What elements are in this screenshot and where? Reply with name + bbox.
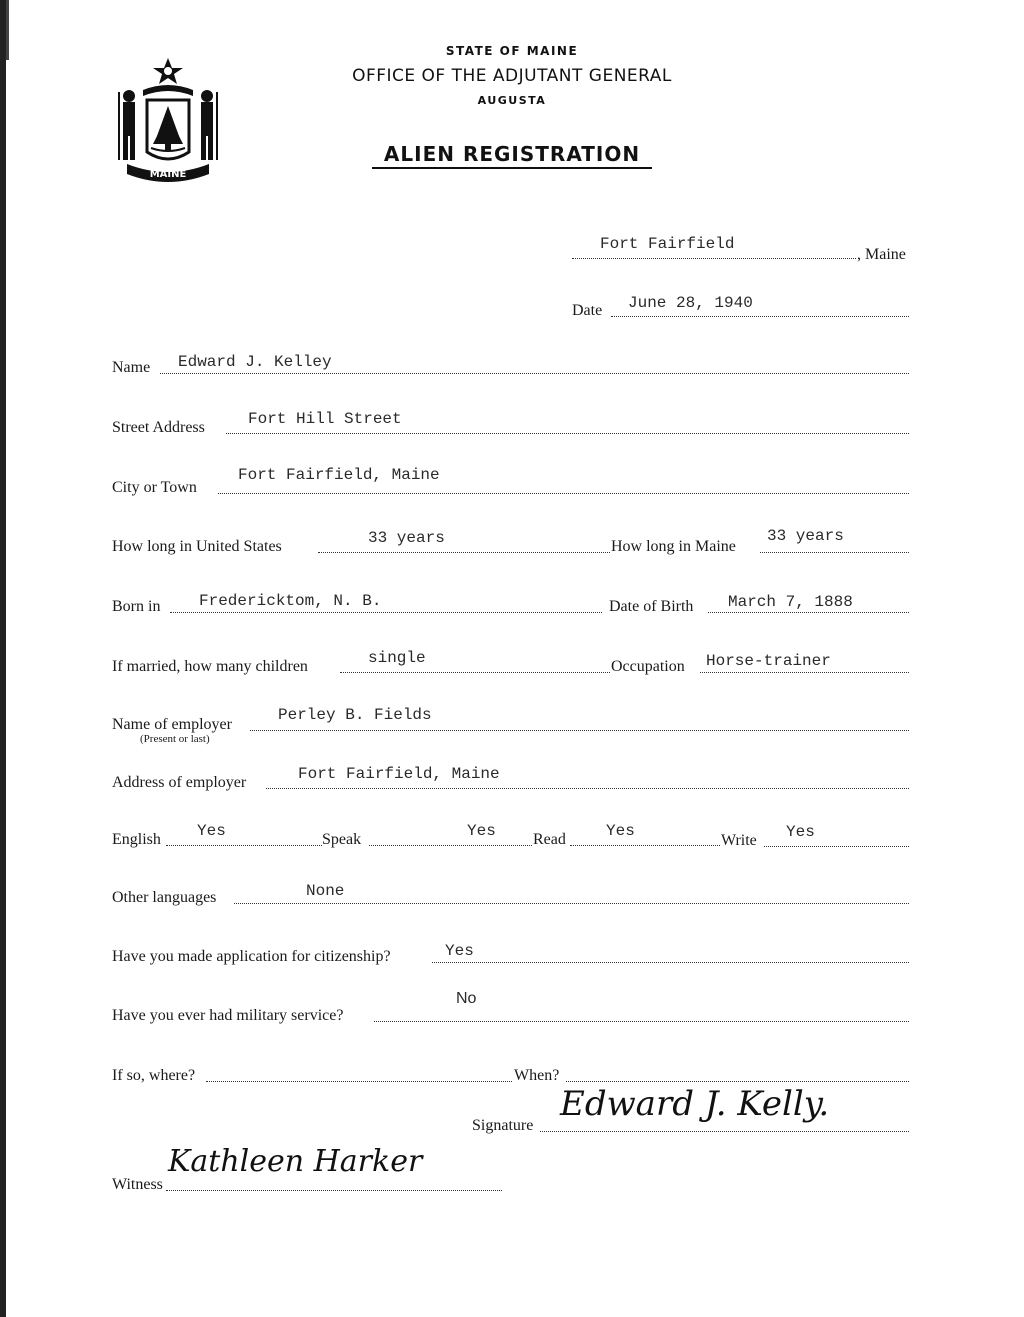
children-line: [340, 672, 610, 673]
speak-value: Yes: [467, 822, 496, 840]
date-value: June 28, 1940: [628, 294, 753, 312]
maine-value: 33 years: [767, 527, 844, 545]
city-label: City or Town: [112, 479, 197, 496]
name-label: Name: [112, 359, 151, 376]
children-value: single: [368, 649, 426, 667]
dob-line: [708, 612, 909, 613]
title-underline: [372, 167, 652, 169]
employer-label: Name of employer: [112, 716, 232, 733]
other-lang-line: [234, 903, 909, 904]
occupation-line: [700, 672, 909, 673]
born-line: [170, 612, 602, 613]
witness-label: Witness: [112, 1176, 163, 1193]
read-value: Yes: [606, 822, 635, 840]
when-line: [566, 1081, 909, 1082]
city-heading: AUGUSTA: [477, 94, 547, 107]
us-label: How long in United States: [112, 538, 282, 555]
where-line: [206, 1081, 512, 1082]
svg-text:MAINE: MAINE: [149, 169, 187, 180]
born-label: Born in: [112, 598, 161, 615]
name-line: [160, 373, 909, 374]
maine-line: [760, 552, 909, 553]
employer-line: [250, 730, 909, 731]
witness-signature: Kathleen Harker: [168, 1144, 423, 1179]
form-title: ALIEN REGISTRATION: [383, 142, 641, 166]
speak-label: Speak: [322, 831, 362, 848]
signature-line: [540, 1131, 909, 1132]
read-line: [570, 845, 720, 846]
other-lang-value: None: [306, 882, 345, 900]
office-heading: OFFICE OF THE ADJUTANT GENERAL: [352, 66, 672, 86]
place-suffix: , Maine: [857, 246, 906, 263]
write-line: [764, 846, 909, 847]
date-label: Date: [572, 302, 603, 319]
military-line: [374, 1021, 909, 1022]
citizenship-line: [432, 962, 909, 963]
street-line: [226, 433, 909, 434]
signature-label: Signature: [472, 1117, 534, 1134]
write-label: Write: [721, 832, 757, 849]
citizenship-value: Yes: [445, 942, 474, 960]
dob-value: March 7, 1888: [728, 593, 853, 611]
street-label: Street Address: [112, 419, 205, 436]
city-line: [218, 493, 909, 494]
city-value: Fort Fairfield, Maine: [238, 466, 440, 484]
occupation-label: Occupation: [611, 658, 685, 675]
employer-sub-label: (Present or last): [140, 733, 210, 745]
us-value: 33 years: [368, 529, 445, 547]
military-value: No: [456, 990, 477, 1007]
write-value: Yes: [786, 823, 815, 841]
read-label: Read: [533, 831, 566, 848]
name-value: Edward J. Kelley: [178, 353, 332, 371]
speak-line: [369, 845, 532, 846]
english-value: Yes: [197, 822, 226, 840]
maine-label: How long in Maine: [611, 538, 736, 555]
emp-address-label: Address of employer: [112, 774, 247, 791]
place-line: [572, 258, 856, 259]
place-value: Fort Fairfield: [600, 235, 735, 253]
emp-address-value: Fort Fairfield, Maine: [298, 765, 500, 783]
occupation-value: Horse-trainer: [706, 652, 831, 670]
other-lang-label: Other languages: [112, 889, 217, 906]
signature-value: Edward J. Kelly.: [560, 1084, 830, 1124]
witness-line: [166, 1190, 502, 1191]
when-label: When?: [514, 1067, 560, 1084]
citizenship-label: Have you made application for citizenship?: [112, 948, 391, 965]
english-line: [166, 845, 322, 846]
dob-label: Date of Birth: [609, 598, 694, 615]
date-line: [611, 316, 909, 317]
born-value: Fredericktom, N. B.: [199, 592, 382, 610]
military-label: Have you ever had military service?: [112, 1007, 344, 1024]
us-line: [318, 552, 610, 553]
state-heading: STATE OF MAINE: [445, 44, 579, 58]
emp-address-line: [266, 788, 909, 789]
employer-value: Perley B. Fields: [278, 706, 432, 724]
english-label: English: [112, 831, 161, 848]
street-value: Fort Hill Street: [248, 410, 402, 428]
children-label: If married, how many children: [112, 658, 308, 675]
scan-edge: [0, 0, 6, 1317]
where-label: If so, where?: [112, 1067, 196, 1084]
